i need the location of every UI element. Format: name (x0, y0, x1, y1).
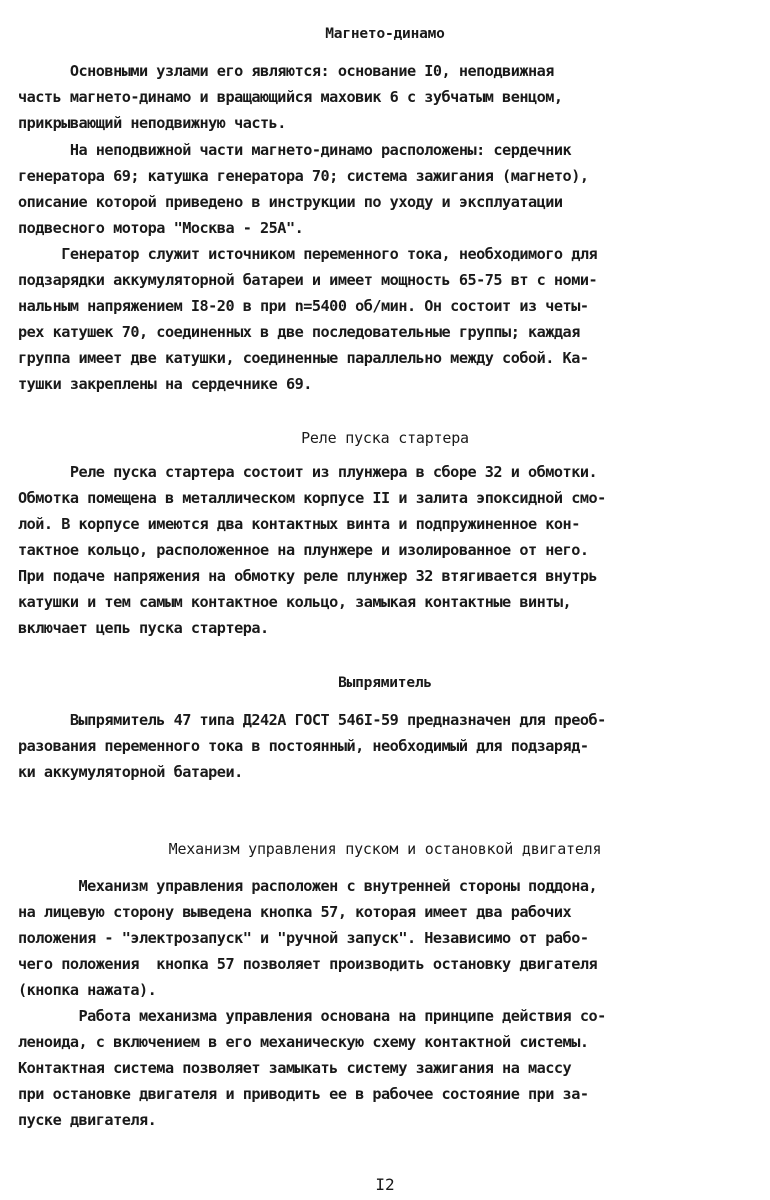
text-line: Основными узлами его являются: основание I0, неподвижная (18, 62, 554, 80)
text-line: при остановке двигателя и приводить ее в рабочее состояние при за- (18, 1085, 589, 1103)
text-line: Работа механизма управления основана на принципе действия со- (18, 1007, 606, 1025)
text-line: на лицевую сторону выведена кнопка 57, которая имеет два рабочих (18, 903, 572, 921)
text-line: леноида, с включением в его механическую схему контактной системы. (18, 1033, 589, 1051)
text-line: Реле пуска стартера состоит из плунжера в сборе 32 и обмотки. (18, 463, 598, 481)
paragraph (18, 873, 736, 1003)
text-line: Контактная система позволяет замыкать систему зажигания на массу (18, 1059, 572, 1077)
text-line: Механизм управления расположен с внутренней стороны поддона, (18, 877, 598, 895)
text-line: Обмотка помещена в металлическом корпусе II и залита эпоксидной смо- (18, 489, 606, 507)
text-line: тушки закреплены на сердечнике 69. (18, 375, 312, 393)
paragraph (18, 1003, 736, 1133)
text-line: При подаче напряжения на обмотку реле плунжер 32 втягивается внутрь (18, 567, 598, 585)
paragraph (18, 707, 736, 785)
text-line: лой. В корпусе имеются два контактных винта и подпружиненное кон- (18, 515, 580, 533)
paragraph (18, 459, 736, 641)
text-line: группа имеет две катушки, соединенные параллельно между собой. Ка- (18, 349, 589, 367)
text-line: включает цепь пуска стартера. (18, 619, 269, 637)
text-line: ки аккумуляторной батареи. (18, 763, 243, 781)
text-line: чего положения кнопка 57 позволяет производить остановку двигателя (18, 955, 598, 973)
text-line: Генератор служит источником переменного тока, необходимого для (18, 245, 598, 263)
section-heading-relay: Реле пуска стартера (301, 429, 469, 447)
page-number: I2 (375, 1175, 395, 1194)
paragraph (18, 241, 736, 397)
text-line: генератора 69; катушка генератора 70; система зажигания (магнето), (18, 167, 589, 185)
text-line: (кнопка нажата). (18, 981, 157, 999)
text-line: пуске двигателя. (18, 1111, 157, 1129)
text-line: тактное кольцо, расположенное на плунжере и изолированное от него. (18, 541, 589, 559)
text-line: подвесного мотора "Москва - 25А". (18, 219, 304, 237)
paragraph (18, 58, 736, 136)
paragraph (18, 137, 736, 241)
text-line: На неподвижной части магнето-динамо расположены: сердечник (18, 141, 572, 159)
text-line: катушки и тем самым контактное кольцо, замыкая контактные винты, (18, 593, 572, 611)
text-line: рех катушек 70, соединенных в две последовательные группы; каждая (18, 323, 580, 341)
text-line: Выпрямитель 47 типа Д242А ГОСТ 546I-59 предназначен для преоб- (18, 711, 606, 729)
text-line: прикрывающий неподвижную часть. (18, 114, 286, 132)
section-heading-magneto: Магнето-динамо (325, 26, 445, 42)
text-line: нальным напряжением I8-20 в при n=5400 об/мин. Он состоит из четы- (18, 297, 589, 315)
text-line: положения - "электрозапуск" и "ручной запуск". Независимо от рабо- (18, 929, 589, 947)
text-line: подзарядки аккумуляторной батареи и имеет мощность 65-75 вт с номи- (18, 271, 598, 289)
section-heading-rectifier: Выпрямитель (338, 675, 432, 691)
text-line: часть магнето-динамо и вращающийся маховик 6 с зубчатым венцом, (18, 88, 563, 106)
section-heading-engine-control: Механизм управления пуском и остановкой двигателя (168, 840, 602, 858)
text-line: разования переменного тока в постоянный, необходимый для подзаряд- (18, 737, 589, 755)
text-line: описание которой приведено в инструкции по уходу и эксплуатации (18, 193, 563, 211)
